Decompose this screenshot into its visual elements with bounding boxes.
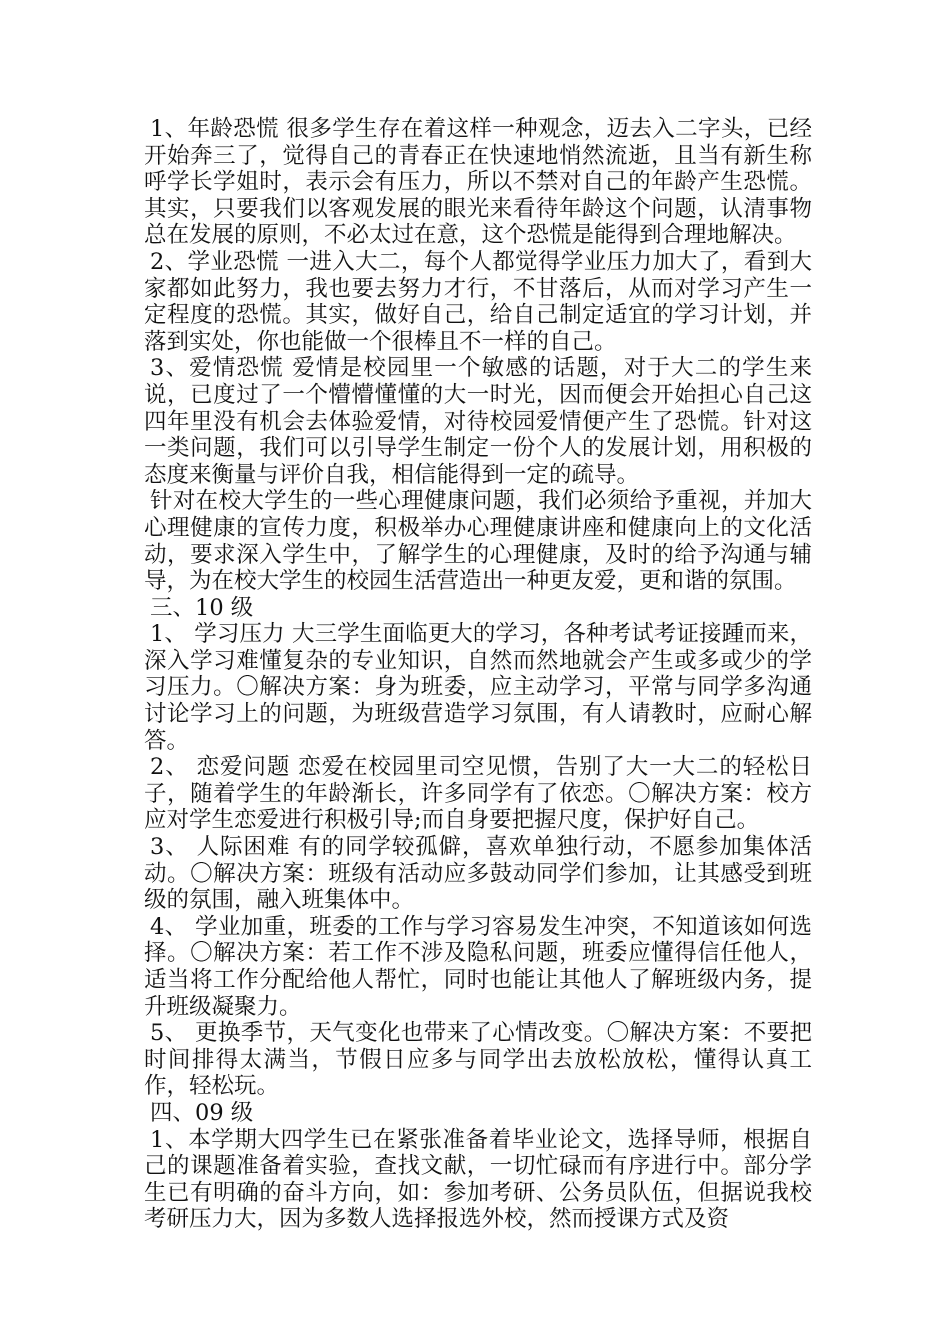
paragraph-study-anxiety: 2、学业恐慌 一进入大二，每个人都觉得学业压力加大了，看到大家都如此努力，我也要去努力才行，不甘落后，从而对学习产生一定程度的恐慌。其实，做好自己，给自己制定适宜的学习计划，并落到实处，你也能做一个很棒且不一样的自己。 [144, 248, 812, 355]
paragraph-season-change: 5、 更换季节，天气变化也带来了心情改变。〇解决方案：不要把时间排得太满当，节假日应多与同学出去放松放松，懂得认真工作，轻松玩。 [144, 1020, 812, 1100]
paragraph-interpersonal-difficulty: 3、 人际困难 有的同学较孤僻，喜欢单独行动，不愿参加集体活动。〇解决方案：班级有活动应多鼓动同学们参加，让其感受到班级的氛围，融入班集体中。 [144, 834, 812, 914]
section-heading-grade-10: 三、10 级 [150, 594, 254, 621]
section-heading-grade-09: 四、09 级 [150, 1099, 254, 1126]
document-body [144, 116, 812, 1233]
paragraph-workload: 4、 学业加重，班委的工作与学习容易发生冲突，不知道该如何选择。〇解决方案：若工作不涉及隐私问题，班委应懂得信任他人，适当将工作分配给他人帮忙，同时也能让其他人了解班级内务，提升班级凝聚力。 [144, 913, 812, 1020]
paragraph-age-anxiety: 1、年龄恐慌 很多学生存在着这样一种观念，迈去入二字头，已经开始奔三了，觉得自己的青春正在快速地悄然流逝，且当有新生称呼学长学姐时，表示会有压力，所以不禁对自己的年龄产生恐慌。其实，只要我们以客观发展的眼光来看待年龄这个问题，认清事物总在发展的原则，不必太过在意，这个恐慌是能得到合理地解决。 [144, 116, 812, 249]
paragraph-senior-thesis: 1、本学期大四学生已在紧张准备着毕业论文，选择导师，根据自己的课题准备着实验，查找文献，一切忙碌而有序进行中。部分学生已有明确的奋斗方向，如：参加考研、公务员队伍，但据说我校考研压力大，因为多数人选择报选外校，然而授课方式及资 [144, 1126, 812, 1233]
paragraph-romance-issue: 2、 恋爱问题 恋爱在校园里司空见惯，告别了大一大二的轻松日子，随着学生的年龄渐长，许多同学有了依恋。〇解决方案：校方应对学生恋爱进行积极引导;而自身要把握尺度，保护好自己。 [144, 754, 812, 834]
paragraph-mental-health-summary: 针对在校大学生的一些心理健康问题，我们必须给予重视，并加大心理健康的宣传力度，积极举办心理健康讲座和健康向上的文化活动，要求深入学生中，了解学生的心理健康，及时的给予沟通与辅导，为在校大学生的校园生活营造出一种更友爱，更和谐的氛围。 [144, 488, 812, 595]
paragraph-love-anxiety: 3、爱情恐慌 爱情是校园里一个敏感的话题，对于大二的学生来说，已度过了一个懵懵懂懂的大一时光，因而便会开始担心自己这四年里没有机会去体验爱情，对待校园爱情便产生了恐慌。针对这一类问题，我们可以引导学生制定一份个人的发展计划，用积极的态度来衡量与评价自我，相信能得到一定的疏导。 [144, 355, 812, 488]
paragraph-study-pressure: 1、 学习压力 大三学生面临更大的学习，各种考试考证接踵而来，深入学习难懂复杂的专业知识，自然而然地就会产生或多或少的学习压力。〇解决方案：身为班委，应主动学习，平常与同学多沟通讨论学习上的问题，为班级营造学习氛围，有人请教时，应耐心解答。 [144, 621, 812, 754]
